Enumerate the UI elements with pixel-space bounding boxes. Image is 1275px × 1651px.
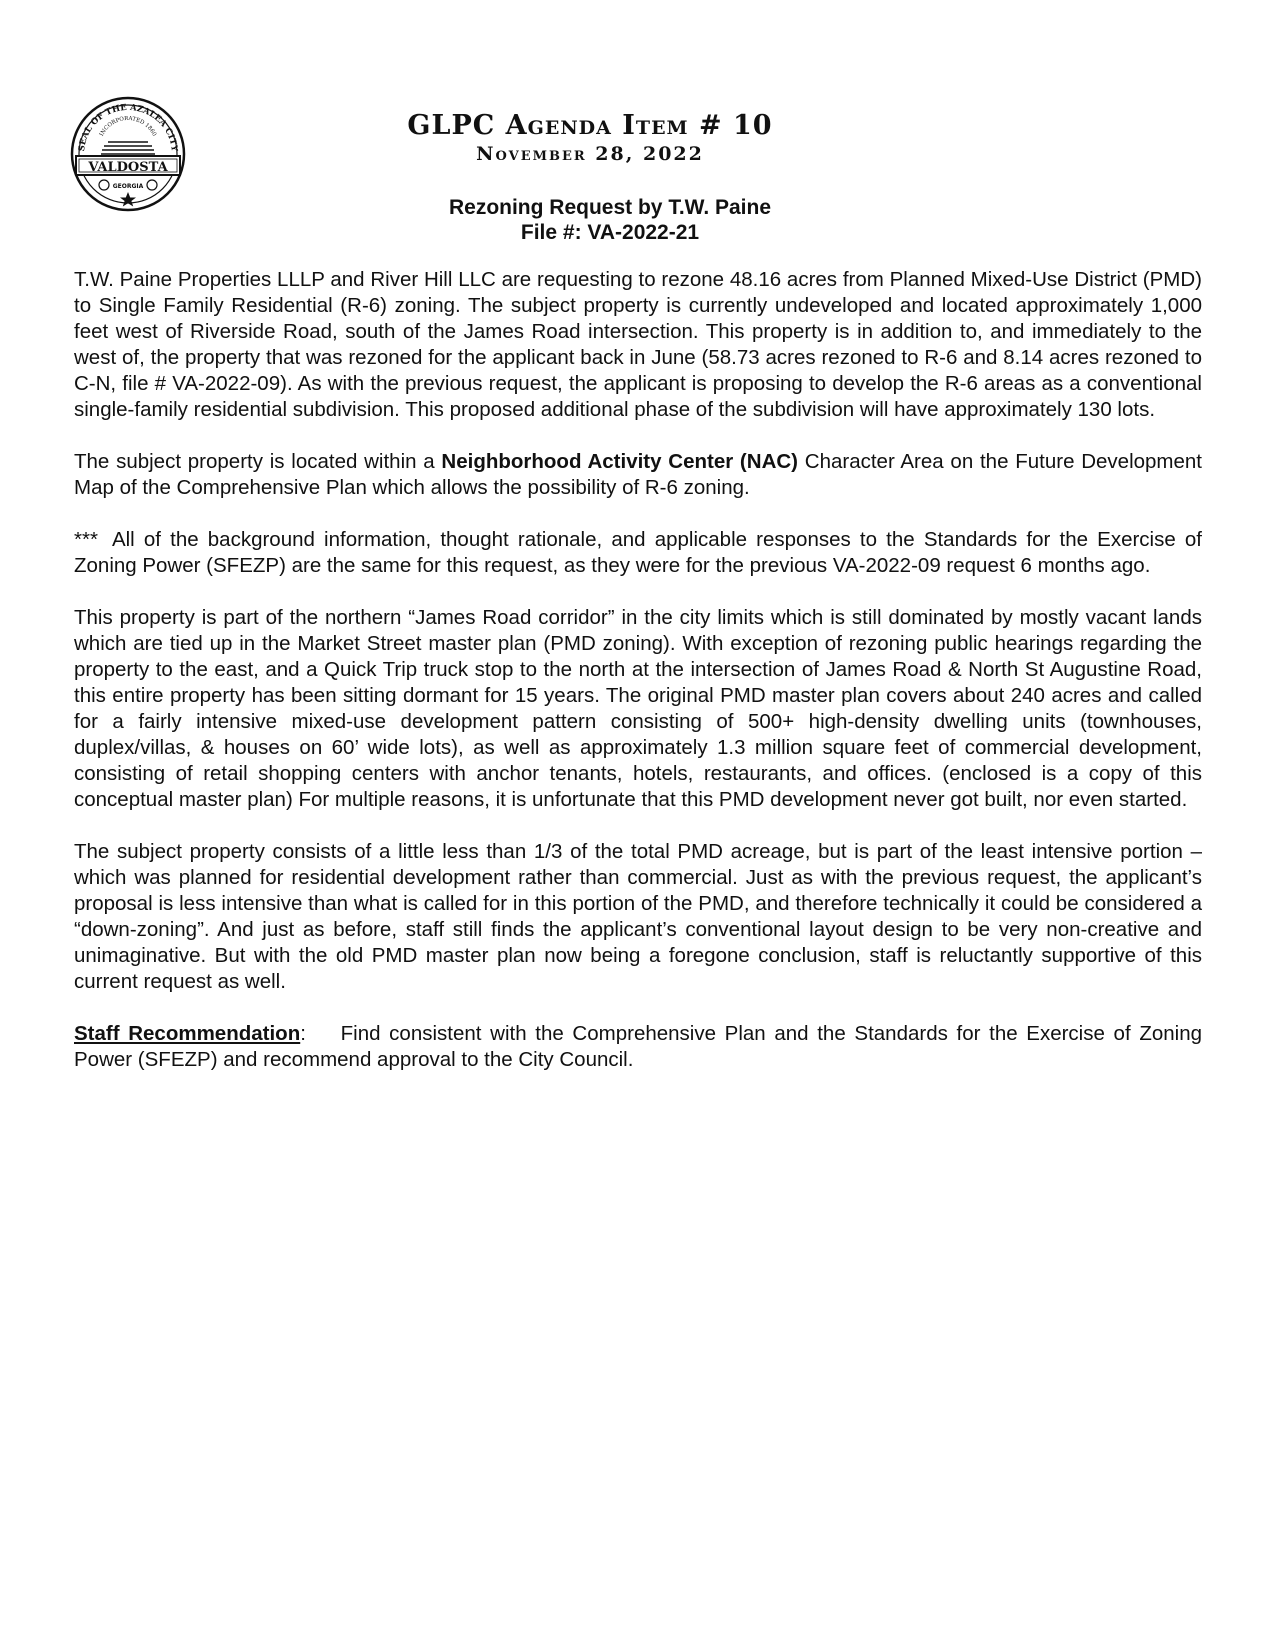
seal-banner-text: VALDOSTA — [88, 160, 168, 175]
character-area-name: Neighborhood Activity Center (NAC) — [441, 450, 799, 473]
agenda-header — [330, 110, 850, 166]
file-number: File #: VA-2022-21 — [520, 221, 700, 244]
document-body — [74, 267, 1202, 1099]
paragraph-request-summary: T.W. Paine Properties LLLP and River Hill LLC are requesting to rezone 48.16 acres from Planned Mixed-Use District (PMD) to Single Family Residential (R-6) zoning. The subject property is currently undeveloped and located approximately 1,000 feet west of Riverside Road, south of the James Road intersection. This property is in addition to, and immediately to the west of, the property that was rezoned for the applicant back in June (58.73 acres rezoned to R-6 and 8.14 acres rezoned to C-N, file # VA-2022-09). As with the previous request, the applicant is proposing to develop the R-6 areas as a conventional single-family residential subdivision. This proposed additional phase of the subdivision will have approximately 130 lots. — [74, 268, 1202, 421]
p3-text: All of the background information, thought rationale, and applicable responses to the Standards for the Exercise of Zoning Power (SFEZP) are the same for this request, as they were for the previous VA-2022-09 request 6 months ago. — [74, 528, 1202, 577]
seal-inner-text: INCORPORATED 1860 — [98, 115, 158, 138]
request-heading — [330, 195, 890, 245]
paragraph-character-area — [74, 449, 1202, 501]
staff-recommendation-label: Staff Recommendation — [74, 1022, 301, 1045]
p2-text-before: The subject property is located within a — [74, 450, 442, 473]
p2-text-after: Character Area on the Future Development Map of the Comprehensive Plan which allows the possibility of R-6 zoning. — [74, 450, 1202, 499]
request-title: Rezoning Request by T.W. Paine — [448, 196, 772, 219]
staff-recommendation-text: Find consistent with the Comprehensive Plan and the Standards for the Exercise of Zoning Power (SFEZP) and recommend approval to the City Council. — [74, 1022, 1203, 1071]
paragraph-staff-analysis: The subject property consists of a little less than 1/3 of the total PMD acreage, but is part of the least intensive portion – which was planned for residential development rather than commercial. Just as with the previous request, the applicant’s proposal is less intensive than what is called for in this portion of the PMD, and therefore technically it could be considered a “down-zoning”. And just as before, staff still finds the applicant’s conventional layout design to be very non-creative and unimaginative. But with the old PMD master plan now being a foregone conclusion, staff is reluctantly supportive of this current request as well. — [74, 840, 1202, 993]
star-icon — [120, 192, 136, 207]
seal-top-text: SEAL OF THE AZALEA CITY — [77, 102, 179, 152]
city-seal-logo — [70, 96, 186, 212]
paragraph-background-note — [74, 527, 1202, 579]
note-asterisks: *** — [74, 528, 98, 551]
agenda-item-title: GLPC Agenda Item # 10 — [407, 110, 773, 141]
paragraph-staff-recommendation — [74, 1021, 1202, 1073]
svg-text:INCORPORATED 1860 — [99, 116, 157, 138]
agenda-date: November 28, 2022 — [476, 143, 704, 165]
rec-colon: : — [300, 1022, 306, 1045]
paragraph-corridor-history: This property is part of the northern “James Road corridor” in the city limits which is still dominated by mostly vacant lands which are tied up in the Market Street master plan (PMD zoning). With exception of rezoning public hearings regarding the property to the east, and a Quick Trip truck stop to the north at the intersection of James Road & North St Augustine Road, this entire property has been sitting dormant for 15 years. The original PMD master plan covers about 240 acres and called for a fairly intensive mixed-use development pattern consisting of 500+ high-density dwelling units (townhouses, duplex/villas, & houses on 60’ wide lots), as well as approximately 1.3 million square feet of commercial development, consisting of retail shopping centers with anchor tenants, hotels, restaurants, and offices. (enclosed is a copy of this conceptual master plan) For multiple reasons, it is unfortunate that this PMD development never got built, nor even started. — [74, 606, 1202, 811]
seal-bottom-text: GEORGIA — [112, 183, 144, 190]
